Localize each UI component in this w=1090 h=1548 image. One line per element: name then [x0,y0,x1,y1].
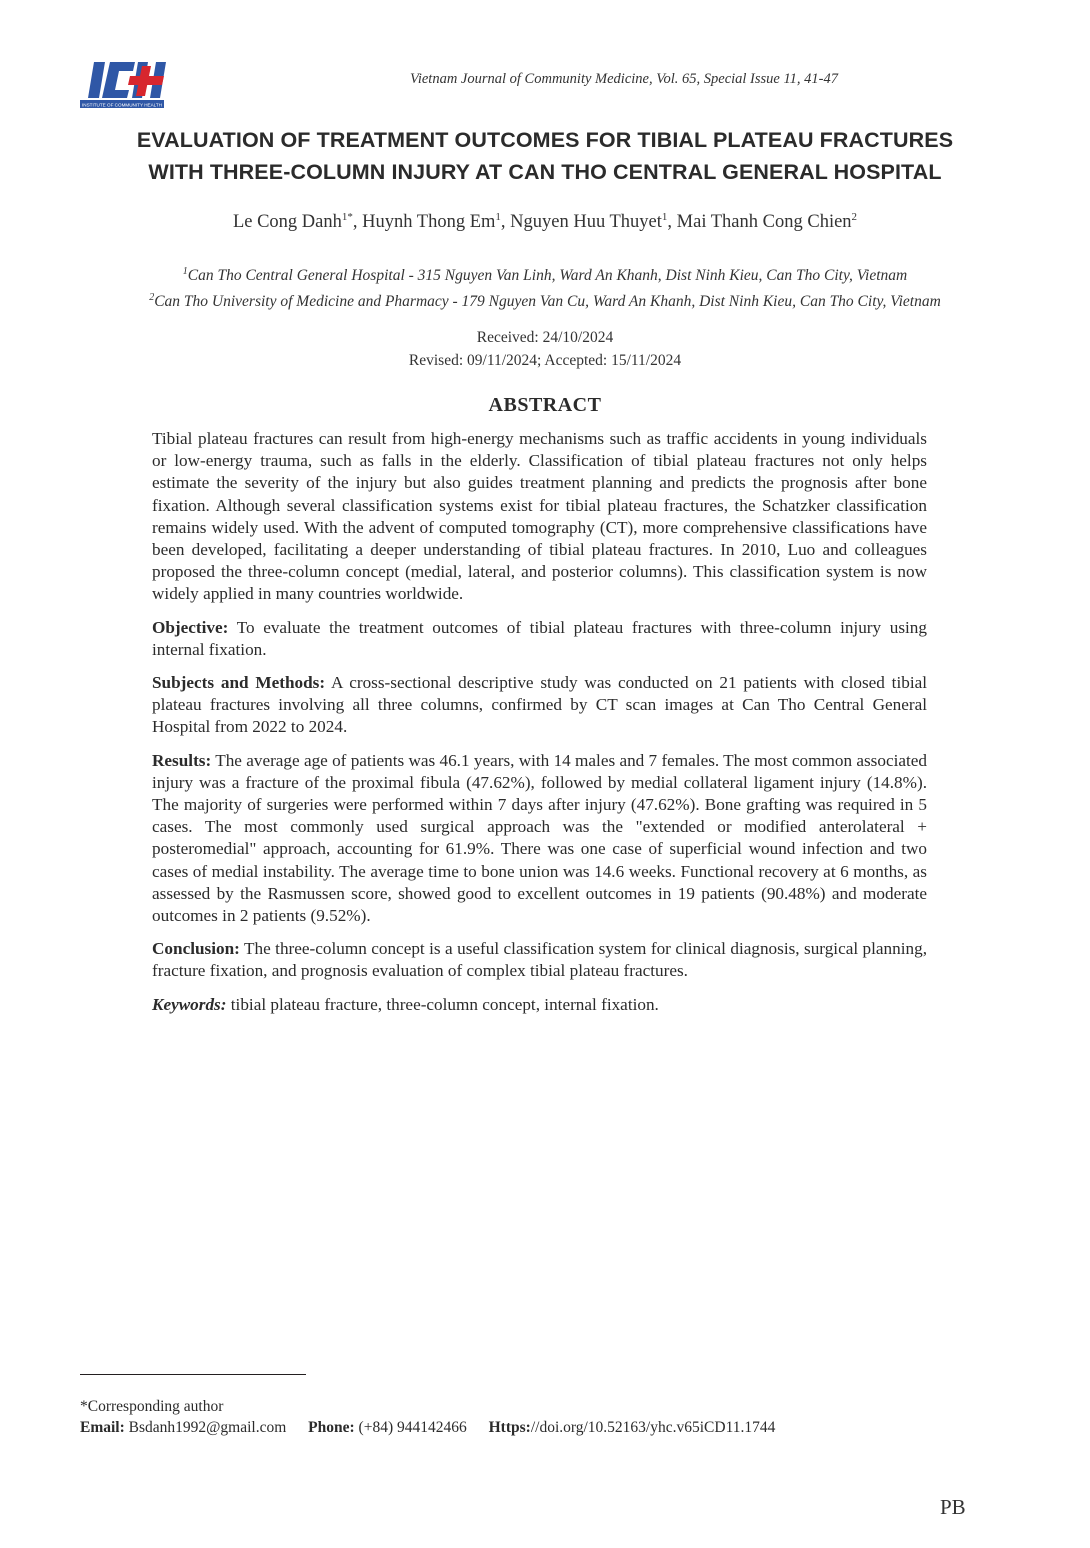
abstract-section-results [152,750,927,928]
abstract-intro: Tibial plateau fractures can result from high-energy mechanisms such as traffic accidents in young individuals or low-energy trauma, such as falls in the elderly. Classification of tibial plateau fractures not only helps estimate the severity of the injury but also guides treatment planning and predicts the prognosis after bone fixation. Although several classification systems exist for tibial plateau fractures, the Schatzker classification remains widely used. With the advent of computed tomography (CT), more comprehensive classifications have been developed, facilitating a deeper understanding of tibial plateau fractures. In 2010, Luo and colleagues proposed the three-column concept (medial, lateral, and posterior columns). This classification system is now widely applied in many countries worldwide. [152,429,927,604]
author-name: Huynh Thong Em [362,212,496,233]
affiliation-item [40,261,1050,287]
corresponding-author-note: *Corresponding author [80,1398,224,1415]
author-affil-mark: 2 [851,211,858,223]
author-affil-mark: 1* [341,211,353,223]
received-date: Received: 24/10/2024 [476,329,614,346]
author-affil-mark: 1 [661,211,668,223]
doi-label: Https: [488,1419,531,1436]
phone-number: (+84) 944142466 [358,1419,467,1436]
footnote-divider [80,1374,306,1375]
affiliation-text: Can Tho Central General Hospital - 315 Nguyen Van Linh, Ward An Khanh, Dist Ninh Kieu, Can Tho City, Vietnam [187,267,908,285]
institute-logo-graphic [80,60,168,110]
section-label: Subjects and Methods: [152,673,326,693]
affiliation-text: Can Tho University of Medicine and Pharmacy - 179 Nguyen Van Cu, Ward An Khanh, Dist Ninh Kieu, Can Tho City, Vietnam [154,293,941,311]
section-label: Results: [152,750,212,770]
author-list: Le Cong Danh$^{1*}$, Huynh Thong Em$^1$, Nguyen Huu Thuyet$^1$, Mai Thanh Cong Chien$^2$ [232,211,858,233]
author-name: Le Cong Danh [232,212,342,233]
section-text: To evaluate the treatment outcomes of tibial plateau fractures with three-column injury using internal fixation. [152,617,927,659]
abstract-body [152,428,927,1027]
title-line-2: WITH THREE-COLUMN INJURY AT CAN THO CENTRAL GENERAL HOSPITAL [148,160,942,184]
section-label: Conclusion: [152,939,240,959]
revised-accepted-date: Revised: 09/11/2024; Accepted: 15/11/2024 [408,352,682,369]
email-link[interactable]: Bsdanh1992@gmail.com [128,1419,287,1436]
abstract-section-conclusion [152,938,927,982]
affiliation-mark: 2 [149,292,155,304]
keywords [152,994,927,1016]
journal-citation: Vietnam Journal of Community Medicine, Vol. 65, Special Issue 11, 41-47 [410,71,838,87]
section-label: Objective: [152,617,229,637]
doi-link[interactable]: //doi.org/10.52163/yhc.v65iCD11.1744 [530,1419,776,1436]
email-label: Email: [80,1419,125,1436]
affiliations [40,261,1050,313]
paper-title [60,124,1030,188]
abstract-heading: ABSTRACT [488,394,602,416]
author-name: Nguyen Huu Thuyet [510,212,662,233]
affiliation-mark: 1 [182,266,188,277]
section-text: The average age of patients was 46.1 years, with 14 males and 7 females. The most common associated injury was a fracture of the proximal fibula (47.62%), followed by medial collateral ligament injury (14.8%). The majority of surgeries were performed within 7 days after injury (47.62%). Bone grafting was required in 5 cases. The most commonly used surgical approach was the "extended or modified anterolateral + posteromedial" approach, accounting for 61.9%. There was one case of superficial wound infection and two cases of medial instability. The average time to bone union was 14.6 weeks. Functional recovery at 6 months, as assessed by the Rasmussen score, showed good to excellent outcomes in 19 patients (90.48%) and moderate outcomes in 2 patients (9.52%). [152,750,927,926]
author-affil-mark: 1 [495,211,501,223]
phone-label: Phone: [308,1419,355,1436]
keywords-label: Keywords: [152,994,227,1014]
footnote [80,1396,1030,1438]
abstract-section-methods [152,672,927,739]
svg-text:INSTITUTE OF COMMUNITY HEALTH: INSTITUTE OF COMMUNITY HEALTH [82,102,162,108]
abstract-section-objective [152,617,927,661]
page-number: PB [940,1495,966,1519]
author-name: Mai Thanh Cong Chien [676,212,852,233]
section-text: The three-column concept is a useful classification system for clinical diagnosis, surgical planning, fracture fixation, and prognosis evaluation of complex tibial plateau fractures. [152,939,927,981]
contact-line [80,1417,1030,1438]
keywords-text: tibial plateau fracture, three-column concept, internal fixation. [230,994,659,1014]
affiliation-item [40,287,1050,313]
article-dates [60,326,1030,372]
title-line-1: EVALUATION OF TREATMENT OUTCOMES FOR TIBIAL PLATEAU FRACTURES [136,128,954,152]
journal-logo [80,60,168,110]
section-text: A cross-sectional descriptive study was conducted on 21 patients with closed tibial plateau fractures involving all three columns, confirmed by CT scan images at Can Tho Central General Hospital from 2022 to 2024. [152,673,927,737]
